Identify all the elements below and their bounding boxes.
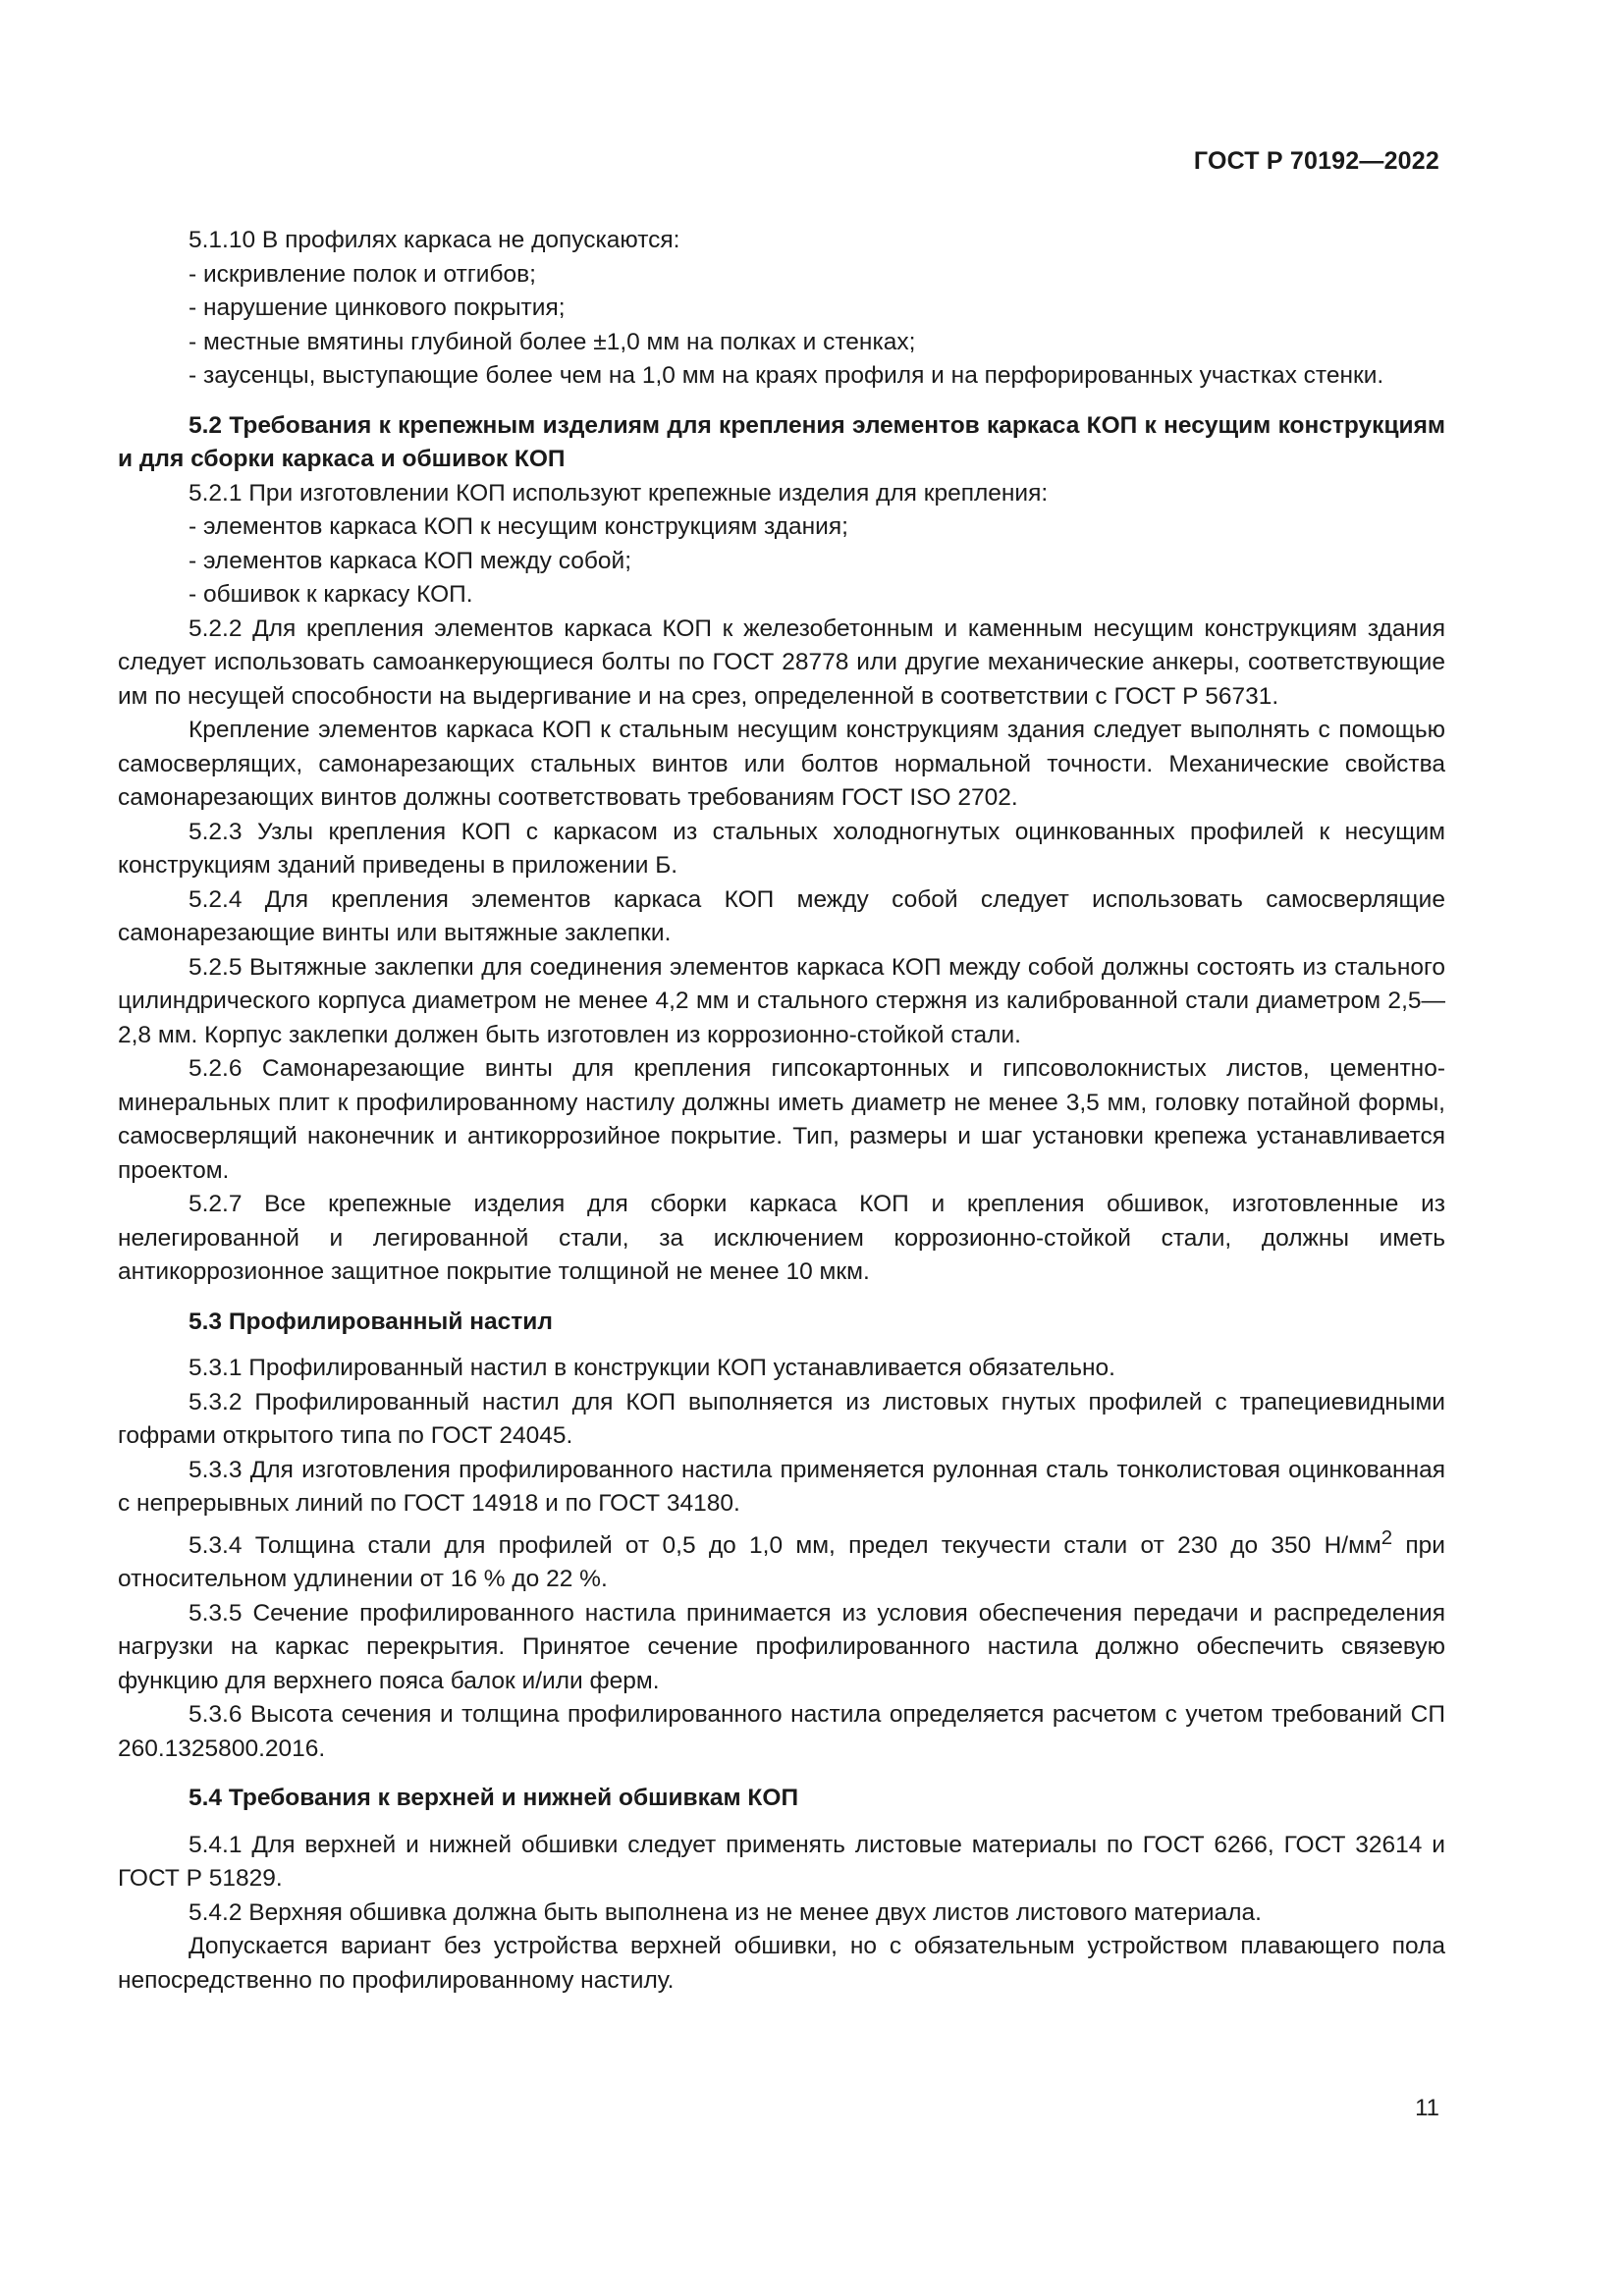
document-header: ГОСТ Р 70192—2022 [1193,147,1439,175]
paragraph: Допускается вариант без устройства верхней обшивки, но с обязательным устройством плавающего пола непосредственно по профилированному настилу. [118,1933,1445,1994]
section-5-1-10 [118,224,1445,394]
section-5-4 [118,1782,1445,1998]
paragraph: 5.2.1 При изготовлении КОП используют крепежные изделия для крепления: [189,479,1049,507]
section-heading: 5.4 Требования к верхней и нижней обшивкам КОП [189,1785,799,1812]
paragraph: 5.2.4 Для крепления элементов каркаса КОП между собой следует использовать самосверлящие самонарезающие винты или вытяжные заклепки. [118,885,1445,946]
paragraph-text: при относительном удлинении от 16 % до 22 %. [118,1531,1445,1593]
paragraph: 5.4.2 Верхняя обшивка должна быть выполнена из не менее двух листов листового материала. [189,1898,1262,1926]
section-heading: 5.3 Профилированный настил [189,1308,553,1335]
section-5-3 [118,1306,1445,1767]
list-item: - обшивок к каркасу КОП. [189,581,473,608]
section-5-2 [118,409,1445,1290]
paragraph: 5.2.2 Для крепления элементов каркаса КОП к железобетонным и каменным несущим конструкциям здания следует использовать самоанкерующиеся болты по ГОСТ 28778 или другие механические анкеры, соответствующие им по несущей способности на выдергивание и на срез, определенной в соответствии с ГОСТ Р 56731. [118,614,1445,710]
paragraph: 5.4.1 Для верхней и нижней обшивки следует применять листовые материалы по ГОСТ 6266, ГОСТ 32614 и ГОСТ Р 51829. [118,1831,1445,1893]
paragraph: 5.3.3 Для изготовления профилированного настила применяется рулонная сталь тонколистовая оцинкованная с непрерывных линий по ГОСТ 14918 и по ГОСТ 34180. [118,1456,1445,1517]
superscript: 2 [1380,1526,1393,1549]
list-item: - элементов каркаса КОП между собой; [189,547,632,574]
list-item: - местные вмятины глубиной более ±1,0 мм на полках и стенках; [189,328,916,355]
paragraph: 5.1.10 В профилях каркаса не допускаются: [189,227,680,253]
paragraph: 5.2.3 Узлы крепления КОП с каркасом из стальных холодногнутых оцинкованных профилей к несущим конструкциям зданий приведены в приложении Б. [118,818,1445,879]
paragraph [118,1522,1445,1597]
paragraph: 5.3.1 Профилированный настил в конструкции КОП устанавливается обязательно. [189,1355,1115,1381]
list-item: - элементов каркаса КОП к несущим конструкциям здания; [189,513,848,540]
paragraph: 5.2.7 Все крепежные изделия для сборки каркаса КОП и крепления обшивок, изготовленные из нелегированной и легированной стали, за исключением коррозионно-стойкой стали, должны иметь антикоррозионное защитное покрытие толщиной не менее 10 мкм. [118,1191,1445,1285]
paragraph-text: 5.3.4 Толщина стали для профилей от 0,5 до 1,0 мм, предел текучести стали от 230 до 350 Н/мм [189,1531,1381,1559]
document-body [118,224,1445,1998]
section-heading: 5.2 Требования к крепежным изделиям для крепления элементов каркаса КОП к несущим конструкциям и для сборки каркаса и обшивок КОП [118,411,1445,472]
list-item: - искривление полок и отгибов; [189,260,536,288]
list-item: - нарушение цинкового покрытия; [189,294,566,321]
paragraph: Крепление элементов каркаса КОП к стальным несущим конструкциям здания следует выполнять с помощью самосверлящих, самонарезающих стальных винтов или болтов нормальной точности. Механические свойства самонарезающих винтов должны соответствовать требованиям ГОСТ ISO 2702. [118,717,1445,811]
paragraph: 5.2.6 Самонарезающие винты для крепления гипсокартонных и гипсоволокнистых листов, цементно-минеральных плит к профилированному настилу должны иметь диаметр не менее 3,5 мм, головку потайной формы, самосверлящий наконечник и антикоррозийное покрытие. Тип, размеры и шаг установки крепежа устанавливается проектом. [118,1055,1445,1184]
paragraph: 5.2.5 Вытяжные заклепки для соединения элементов каркаса КОП между собой должны состоять из стального цилиндрического корпуса диаметром не менее 4,2 мм и стального стержня из калиброванной стали диаметром 2,5—2,8 мм. Корпус заклепки должен быть изготовлен из коррозионно-стойкой стали. [118,953,1445,1048]
paragraph: 5.3.2 Профилированный настил для КОП выполняется из листовых гнутых профилей с трапециевидными гофрами открытого типа по ГОСТ 24045. [118,1388,1445,1449]
paragraph: 5.3.5 Сечение профилированного настила принимается из условия обеспечения передачи и распределения нагрузки на каркас перекрытия. Принятое сечение профилированного настила должно обеспечить связевую функцию для верхнего пояса балок и/или ферм. [118,1599,1445,1694]
list-item: - заусенцы, выступающие более чем на 1,0 мм на краях профиля и на перфорированных участках стенки. [189,362,1384,389]
paragraph: 5.3.6 Высота сечения и толщина профилированного настила определяется расчетом с учетом требований СП 260.1325800.2016. [118,1701,1445,1762]
page-number: 11 [1415,2095,1439,2121]
